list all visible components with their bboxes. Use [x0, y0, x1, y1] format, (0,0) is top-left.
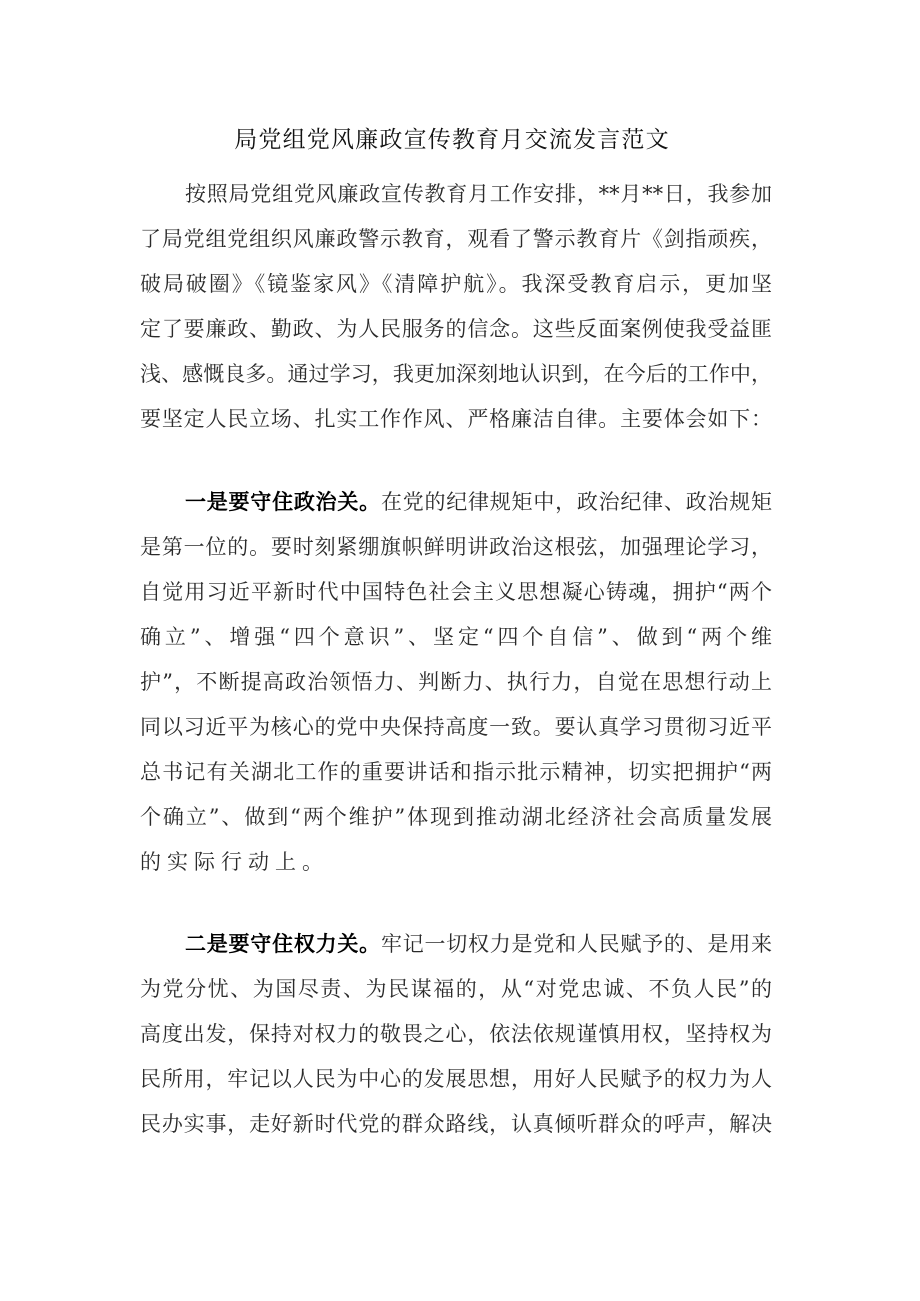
text-line-rest: 牢记一切权力是党和人民赋予的、是用来 [380, 932, 773, 956]
text-line: 确立”、增强“四个意识”、坚定“四个自信”、做到“两个维 [140, 625, 772, 649]
text-line: 同以习近平为核心的党中央保持高度一致。要认真学习贯彻习近平 [140, 715, 772, 739]
text-line: 是第一位的。要时刻紧绷旗帜鲜明讲政治这根弦，加强理论学习， [140, 535, 772, 559]
text-line: 为党分忧、为国尽责、为民谋福的，从“对党忠诚、不负人民”的 [140, 977, 772, 1001]
text-line: 护”，不断提高政治领悟力、判断力、执行力，自觉在思想行动上 [140, 670, 772, 694]
text-line: 高度出发，保持对权力的敬畏之心，依法依规谨慎用权，坚持权为 [140, 1022, 772, 1046]
text-line: 浅、感慨良多。通过学习，我更加深刻地认识到，在今后的工作中， [140, 362, 772, 386]
paragraph-lead-heading: 二是要守住权力关。 [185, 932, 381, 956]
text-line: 定了要廉政、勤政、为人民服务的信念。这些反面案例使我受益匪 [140, 317, 772, 341]
paragraph-power [140, 922, 772, 1147]
paragraph-intro [140, 172, 772, 442]
paragraph-lead-heading: 一是要守住政治关。 [185, 490, 381, 514]
document-title: 局党组党风廉政宣传教育月交流发言范文 [234, 127, 670, 153]
text-line: 要坚定人民立场、扎实工作作风、严格廉洁自律。主要体会如下： [140, 407, 772, 431]
text-line: 自觉用习近平新时代中国特色社会主义思想凝心铸魂，拥护“两个 [140, 580, 772, 604]
text-line [140, 922, 772, 967]
text-line [140, 480, 772, 525]
text-line: 总书记有关湖北工作的重要讲话和指示批示精神，切实把拥护“两 [140, 760, 772, 784]
text-line: 个确立”、做到“两个维护”体现到推动湖北经济社会高质量发展 [140, 805, 772, 829]
text-line: 按照局党组党风廉政宣传教育月工作安排，**月**日，我参加 [185, 182, 772, 206]
text-line: 破局破圈》《镜鉴家风》《清障护航》。我深受教育启示，更加坚 [140, 272, 772, 296]
text-line: 民所用，牢记以人民为中心的发展思想，用好人民赋予的权力为人 [140, 1067, 772, 1091]
text-line: 了局党组党组织风廉政警示教育，观看了警示教育片《剑指顽疾， [140, 227, 772, 251]
paragraph-political [140, 480, 772, 885]
text-line-rest: 在党的纪律规矩中，政治纪律、政治规矩 [380, 490, 773, 514]
text-line: 的实际行动上。 [140, 850, 329, 874]
text-line: 民办实事，走好新时代党的群众路线，认真倾听群众的呼声，解决 [140, 1112, 772, 1136]
